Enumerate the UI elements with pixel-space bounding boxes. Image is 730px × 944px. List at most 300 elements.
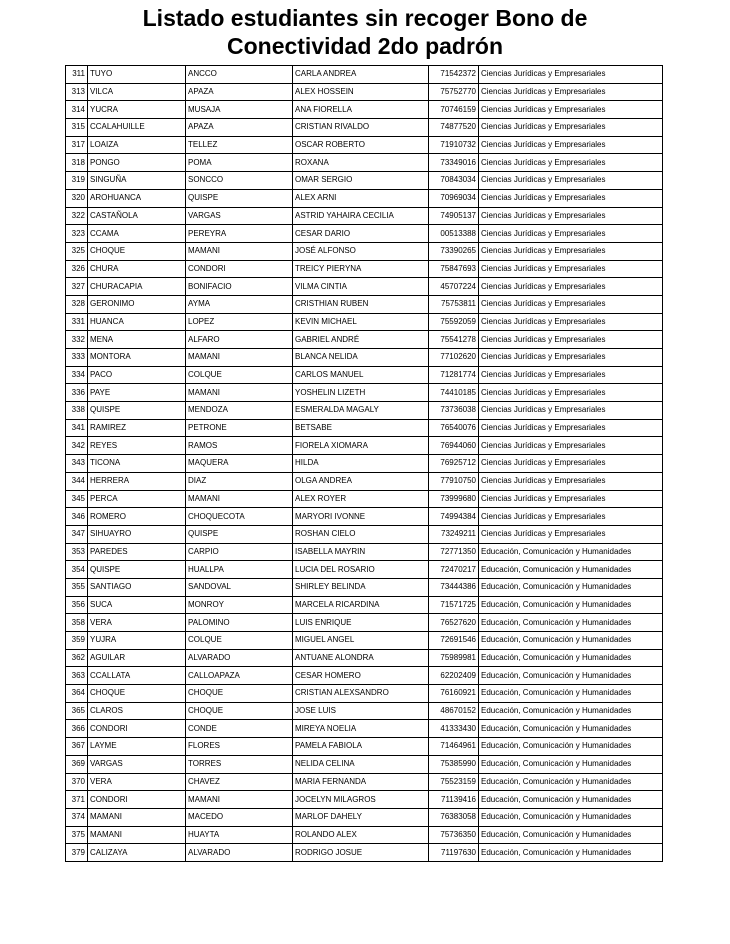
- maternal-surname-cell: LOPEZ: [186, 313, 293, 331]
- maternal-surname-cell: ALVARADO: [186, 649, 293, 667]
- maternal-surname-cell: PEREYRA: [186, 225, 293, 243]
- table-row: [66, 119, 663, 137]
- paternal-surname-cell: VARGAS: [88, 755, 186, 773]
- given-names-cell: FIORELA XIOMARA: [293, 437, 429, 455]
- row-number-cell: 358: [66, 614, 88, 632]
- paternal-surname-cell: SIHUAYRO: [88, 525, 186, 543]
- paternal-surname-cell: ROMERO: [88, 508, 186, 526]
- paternal-surname-cell: MENA: [88, 331, 186, 349]
- maternal-surname-cell: QUISPE: [186, 189, 293, 207]
- row-number-cell: 343: [66, 455, 88, 473]
- paternal-surname-cell: CHOQUE: [88, 685, 186, 703]
- row-number-cell: 319: [66, 172, 88, 190]
- faculty-cell: Ciencias Jurídicas y Empresariales: [479, 242, 663, 260]
- table-row: [66, 384, 663, 402]
- page-title-line-2: Conectividad 2do padrón: [226, 33, 504, 59]
- table-row: [66, 437, 663, 455]
- dni-cell: 71197630: [429, 844, 479, 862]
- dni-cell: 75753811: [429, 295, 479, 313]
- maternal-surname-cell: HUALLPA: [186, 561, 293, 579]
- dni-cell: 41333430: [429, 720, 479, 738]
- faculty-cell: Ciencias Jurídicas y Empresariales: [479, 83, 663, 101]
- dni-cell: 75385990: [429, 755, 479, 773]
- faculty-cell: Ciencias Jurídicas y Empresariales: [479, 101, 663, 119]
- paternal-surname-cell: LOAIZA: [88, 136, 186, 154]
- students-table: [65, 65, 663, 862]
- dni-cell: 71910732: [429, 136, 479, 154]
- paternal-surname-cell: CCALAHUILLE: [88, 119, 186, 137]
- paternal-surname-cell: PONGO: [88, 154, 186, 172]
- table-row: [66, 313, 663, 331]
- paternal-surname-cell: QUISPE: [88, 561, 186, 579]
- page-title: [0, 4, 730, 60]
- maternal-surname-cell: MAMANI: [186, 791, 293, 809]
- paternal-surname-cell: MAMANI: [88, 808, 186, 826]
- row-number-cell: 355: [66, 578, 88, 596]
- paternal-surname-cell: CHURACAPIA: [88, 278, 186, 296]
- given-names-cell: CARLA ANDREA: [293, 66, 429, 84]
- row-number-cell: 362: [66, 649, 88, 667]
- paternal-surname-cell: PAREDES: [88, 543, 186, 561]
- row-number-cell: 338: [66, 402, 88, 420]
- dni-cell: 71571725: [429, 596, 479, 614]
- paternal-surname-cell: CALIZAYA: [88, 844, 186, 862]
- dni-cell: 76944060: [429, 437, 479, 455]
- given-names-cell: MARIA FERNANDA: [293, 773, 429, 791]
- maternal-surname-cell: APAZA: [186, 83, 293, 101]
- paternal-surname-cell: REYES: [88, 437, 186, 455]
- given-names-cell: ANA FIORELLA: [293, 101, 429, 119]
- paternal-surname-cell: PAYE: [88, 384, 186, 402]
- table-row: [66, 101, 663, 119]
- row-number-cell: 353: [66, 543, 88, 561]
- table-row: [66, 755, 663, 773]
- dni-cell: 72771350: [429, 543, 479, 561]
- table-row: [66, 242, 663, 260]
- row-number-cell: 323: [66, 225, 88, 243]
- maternal-surname-cell: MAQUERA: [186, 455, 293, 473]
- dni-cell: 74994384: [429, 508, 479, 526]
- given-names-cell: MARCELA RICARDINA: [293, 596, 429, 614]
- row-number-cell: 315: [66, 119, 88, 137]
- table-row: [66, 419, 663, 437]
- given-names-cell: MIREYA NOELIA: [293, 720, 429, 738]
- dni-cell: 00513388: [429, 225, 479, 243]
- given-names-cell: MARYORI IVONNE: [293, 508, 429, 526]
- row-number-cell: 359: [66, 632, 88, 650]
- dni-cell: 75541278: [429, 331, 479, 349]
- row-number-cell: 317: [66, 136, 88, 154]
- row-number-cell: 367: [66, 738, 88, 756]
- given-names-cell: KEVIN MICHAEL: [293, 313, 429, 331]
- faculty-cell: Ciencias Jurídicas y Empresariales: [479, 207, 663, 225]
- row-number-cell: 327: [66, 278, 88, 296]
- page-title-line-1: Listado estudiantes sin recoger Bono de: [142, 5, 588, 31]
- paternal-surname-cell: CHOQUE: [88, 242, 186, 260]
- students-table-body: [66, 66, 663, 862]
- given-names-cell: NELIDA CELINA: [293, 755, 429, 773]
- maternal-surname-cell: COLQUE: [186, 632, 293, 650]
- dni-cell: 75847693: [429, 260, 479, 278]
- faculty-cell: Educación, Comunicación y Humanidades: [479, 685, 663, 703]
- paternal-surname-cell: YUJRA: [88, 632, 186, 650]
- row-number-cell: 371: [66, 791, 88, 809]
- paternal-surname-cell: CONDORI: [88, 791, 186, 809]
- paternal-surname-cell: YUCRA: [88, 101, 186, 119]
- faculty-cell: Ciencias Jurídicas y Empresariales: [479, 384, 663, 402]
- faculty-cell: Ciencias Jurídicas y Empresariales: [479, 490, 663, 508]
- paternal-surname-cell: VERA: [88, 614, 186, 632]
- given-names-cell: BLANCA NELIDA: [293, 349, 429, 367]
- given-names-cell: ALEX ARNI: [293, 189, 429, 207]
- maternal-surname-cell: MAMANI: [186, 242, 293, 260]
- table-row: [66, 136, 663, 154]
- paternal-surname-cell: TICONA: [88, 455, 186, 473]
- row-number-cell: 363: [66, 667, 88, 685]
- faculty-cell: Ciencias Jurídicas y Empresariales: [479, 278, 663, 296]
- dni-cell: 76383058: [429, 808, 479, 826]
- dni-cell: 77102620: [429, 349, 479, 367]
- given-names-cell: BETSABE: [293, 419, 429, 437]
- given-names-cell: TREICY PIERYNA: [293, 260, 429, 278]
- maternal-surname-cell: AYMA: [186, 295, 293, 313]
- paternal-surname-cell: SINGUÑA: [88, 172, 186, 190]
- faculty-cell: Educación, Comunicación y Humanidades: [479, 632, 663, 650]
- table-row: [66, 402, 663, 420]
- table-row: [66, 172, 663, 190]
- row-number-cell: 354: [66, 561, 88, 579]
- faculty-cell: Ciencias Jurídicas y Empresariales: [479, 508, 663, 526]
- maternal-surname-cell: CHAVEZ: [186, 773, 293, 791]
- faculty-cell: Educación, Comunicación y Humanidades: [479, 667, 663, 685]
- faculty-cell: Ciencias Jurídicas y Empresariales: [479, 349, 663, 367]
- table-row: [66, 525, 663, 543]
- maternal-surname-cell: CARPIO: [186, 543, 293, 561]
- given-names-cell: ISABELLA MAYRIN: [293, 543, 429, 561]
- maternal-surname-cell: MENDOZA: [186, 402, 293, 420]
- given-names-cell: CRISTIAN ALEXSANDRO: [293, 685, 429, 703]
- maternal-surname-cell: CONDE: [186, 720, 293, 738]
- row-number-cell: 334: [66, 366, 88, 384]
- faculty-cell: Educación, Comunicación y Humanidades: [479, 720, 663, 738]
- faculty-cell: Ciencias Jurídicas y Empresariales: [479, 136, 663, 154]
- faculty-cell: Educación, Comunicación y Humanidades: [479, 543, 663, 561]
- row-number-cell: 320: [66, 189, 88, 207]
- faculty-cell: Ciencias Jurídicas y Empresariales: [479, 455, 663, 473]
- faculty-cell: Educación, Comunicación y Humanidades: [479, 755, 663, 773]
- dni-cell: 75989981: [429, 649, 479, 667]
- faculty-cell: Ciencias Jurídicas y Empresariales: [479, 172, 663, 190]
- given-names-cell: CRISTIAN RIVALDO: [293, 119, 429, 137]
- given-names-cell: ROLANDO ALEX: [293, 826, 429, 844]
- row-number-cell: 370: [66, 773, 88, 791]
- row-number-cell: 332: [66, 331, 88, 349]
- given-names-cell: OSCAR ROBERTO: [293, 136, 429, 154]
- faculty-cell: Ciencias Jurídicas y Empresariales: [479, 189, 663, 207]
- paternal-surname-cell: MONTORA: [88, 349, 186, 367]
- maternal-surname-cell: MACEDO: [186, 808, 293, 826]
- given-names-cell: GABRIEL ANDRÉ: [293, 331, 429, 349]
- table-row: [66, 720, 663, 738]
- paternal-surname-cell: HUANCA: [88, 313, 186, 331]
- dni-cell: 45707224: [429, 278, 479, 296]
- row-number-cell: 328: [66, 295, 88, 313]
- table-row: [66, 791, 663, 809]
- dni-cell: 74905137: [429, 207, 479, 225]
- maternal-surname-cell: CHOQUECOTA: [186, 508, 293, 526]
- given-names-cell: VILMA CINTIA: [293, 278, 429, 296]
- dni-cell: 73444386: [429, 578, 479, 596]
- paternal-surname-cell: SUCA: [88, 596, 186, 614]
- dni-cell: 74877520: [429, 119, 479, 137]
- dni-cell: 75592059: [429, 313, 479, 331]
- faculty-cell: Ciencias Jurídicas y Empresariales: [479, 119, 663, 137]
- row-number-cell: 311: [66, 66, 88, 84]
- table-row: [66, 561, 663, 579]
- paternal-surname-cell: CHURA: [88, 260, 186, 278]
- table-row: [66, 667, 663, 685]
- dni-cell: 73249211: [429, 525, 479, 543]
- given-names-cell: RODRIGO JOSUE: [293, 844, 429, 862]
- table-row: [66, 543, 663, 561]
- maternal-surname-cell: CHOQUE: [186, 702, 293, 720]
- paternal-surname-cell: CLAROS: [88, 702, 186, 720]
- given-names-cell: MARLOF DAHELY: [293, 808, 429, 826]
- table-row: [66, 826, 663, 844]
- given-names-cell: CESAR HOMERO: [293, 667, 429, 685]
- dni-cell: 77910750: [429, 472, 479, 490]
- dni-cell: 71281774: [429, 366, 479, 384]
- faculty-cell: Ciencias Jurídicas y Empresariales: [479, 225, 663, 243]
- maternal-surname-cell: MAMANI: [186, 349, 293, 367]
- table-row: [66, 154, 663, 172]
- maternal-surname-cell: MAMANI: [186, 384, 293, 402]
- table-row: [66, 83, 663, 101]
- table-row: [66, 260, 663, 278]
- row-number-cell: 336: [66, 384, 88, 402]
- faculty-cell: Educación, Comunicación y Humanidades: [479, 614, 663, 632]
- maternal-surname-cell: RAMOS: [186, 437, 293, 455]
- given-names-cell: OMAR SERGIO: [293, 172, 429, 190]
- dni-cell: 71464961: [429, 738, 479, 756]
- table-row: [66, 331, 663, 349]
- faculty-cell: Ciencias Jurídicas y Empresariales: [479, 402, 663, 420]
- table-row: [66, 632, 663, 650]
- maternal-surname-cell: ALFARO: [186, 331, 293, 349]
- table-row: [66, 596, 663, 614]
- row-number-cell: 313: [66, 83, 88, 101]
- row-number-cell: 366: [66, 720, 88, 738]
- maternal-surname-cell: APAZA: [186, 119, 293, 137]
- table-row: [66, 490, 663, 508]
- given-names-cell: CRISTHIAN RUBEN: [293, 295, 429, 313]
- maternal-surname-cell: DIAZ: [186, 472, 293, 490]
- table-row: [66, 278, 663, 296]
- row-number-cell: 331: [66, 313, 88, 331]
- dni-cell: 70746159: [429, 101, 479, 119]
- given-names-cell: YOSHELIN LIZETH: [293, 384, 429, 402]
- table-row: [66, 508, 663, 526]
- dni-cell: 48670152: [429, 702, 479, 720]
- dni-cell: 75736350: [429, 826, 479, 844]
- dni-cell: 70843034: [429, 172, 479, 190]
- dni-cell: 73999680: [429, 490, 479, 508]
- faculty-cell: Educación, Comunicación y Humanidades: [479, 808, 663, 826]
- given-names-cell: ALEX ROYER: [293, 490, 429, 508]
- given-names-cell: ROSHAN CIELO: [293, 525, 429, 543]
- faculty-cell: Ciencias Jurídicas y Empresariales: [479, 331, 663, 349]
- faculty-cell: Educación, Comunicación y Humanidades: [479, 596, 663, 614]
- table-row: [66, 685, 663, 703]
- table-row: [66, 472, 663, 490]
- paternal-surname-cell: VILCA: [88, 83, 186, 101]
- dni-cell: 76540076: [429, 419, 479, 437]
- paternal-surname-cell: CASTAÑOLA: [88, 207, 186, 225]
- given-names-cell: LUIS ENRIQUE: [293, 614, 429, 632]
- paternal-surname-cell: CCALLATA: [88, 667, 186, 685]
- faculty-cell: Educación, Comunicación y Humanidades: [479, 578, 663, 596]
- given-names-cell: ALEX HOSSEIN: [293, 83, 429, 101]
- given-names-cell: JOCELYN MILAGROS: [293, 791, 429, 809]
- paternal-surname-cell: AROHUANCA: [88, 189, 186, 207]
- given-names-cell: CARLOS MANUEL: [293, 366, 429, 384]
- table-row: [66, 66, 663, 84]
- faculty-cell: Ciencias Jurídicas y Empresariales: [479, 260, 663, 278]
- given-names-cell: OLGA ANDREA: [293, 472, 429, 490]
- maternal-surname-cell: CHOQUE: [186, 685, 293, 703]
- faculty-cell: Ciencias Jurídicas y Empresariales: [479, 366, 663, 384]
- faculty-cell: Educación, Comunicación y Humanidades: [479, 649, 663, 667]
- faculty-cell: Educación, Comunicación y Humanidades: [479, 844, 663, 862]
- paternal-surname-cell: CCAMA: [88, 225, 186, 243]
- dni-cell: 76527620: [429, 614, 479, 632]
- dni-cell: 70969034: [429, 189, 479, 207]
- table-row: [66, 578, 663, 596]
- given-names-cell: SHIRLEY BELINDA: [293, 578, 429, 596]
- row-number-cell: 364: [66, 685, 88, 703]
- maternal-surname-cell: POMA: [186, 154, 293, 172]
- dni-cell: 71542372: [429, 66, 479, 84]
- paternal-surname-cell: PERCA: [88, 490, 186, 508]
- faculty-cell: Educación, Comunicación y Humanidades: [479, 738, 663, 756]
- dni-cell: 62202409: [429, 667, 479, 685]
- maternal-surname-cell: BONIFACIO: [186, 278, 293, 296]
- table-row: [66, 614, 663, 632]
- given-names-cell: ROXANA: [293, 154, 429, 172]
- dni-cell: 72691546: [429, 632, 479, 650]
- row-number-cell: 374: [66, 808, 88, 826]
- table-row: [66, 649, 663, 667]
- table-row: [66, 702, 663, 720]
- row-number-cell: 325: [66, 242, 88, 260]
- dni-cell: 71139416: [429, 791, 479, 809]
- row-number-cell: 318: [66, 154, 88, 172]
- dni-cell: 73349016: [429, 154, 479, 172]
- maternal-surname-cell: FLORES: [186, 738, 293, 756]
- row-number-cell: 326: [66, 260, 88, 278]
- dni-cell: 75523159: [429, 773, 479, 791]
- row-number-cell: 375: [66, 826, 88, 844]
- row-number-cell: 322: [66, 207, 88, 225]
- row-number-cell: 356: [66, 596, 88, 614]
- faculty-cell: Ciencias Jurídicas y Empresariales: [479, 154, 663, 172]
- given-names-cell: MIGUEL ANGEL: [293, 632, 429, 650]
- given-names-cell: HILDA: [293, 455, 429, 473]
- paternal-surname-cell: TUYO: [88, 66, 186, 84]
- maternal-surname-cell: TORRES: [186, 755, 293, 773]
- maternal-surname-cell: PALOMINO: [186, 614, 293, 632]
- row-number-cell: 379: [66, 844, 88, 862]
- paternal-surname-cell: LAYME: [88, 738, 186, 756]
- table-row: [66, 773, 663, 791]
- maternal-surname-cell: SONCCO: [186, 172, 293, 190]
- paternal-surname-cell: AGUILAR: [88, 649, 186, 667]
- maternal-surname-cell: QUISPE: [186, 525, 293, 543]
- faculty-cell: Ciencias Jurídicas y Empresariales: [479, 472, 663, 490]
- table-row: [66, 349, 663, 367]
- table-row: [66, 366, 663, 384]
- row-number-cell: 345: [66, 490, 88, 508]
- paternal-surname-cell: MAMANI: [88, 826, 186, 844]
- row-number-cell: 333: [66, 349, 88, 367]
- maternal-surname-cell: CALLOAPAZA: [186, 667, 293, 685]
- row-number-cell: 346: [66, 508, 88, 526]
- faculty-cell: Ciencias Jurídicas y Empresariales: [479, 437, 663, 455]
- given-names-cell: ANTUANE ALONDRA: [293, 649, 429, 667]
- maternal-surname-cell: MUSAJA: [186, 101, 293, 119]
- given-names-cell: JOSE LUIS: [293, 702, 429, 720]
- row-number-cell: 341: [66, 419, 88, 437]
- maternal-surname-cell: SANDOVAL: [186, 578, 293, 596]
- table-row: [66, 295, 663, 313]
- given-names-cell: ESMERALDA MAGALY: [293, 402, 429, 420]
- table-row: [66, 225, 663, 243]
- given-names-cell: PAMELA FABIOLA: [293, 738, 429, 756]
- given-names-cell: JOSÉ ALFONSO: [293, 242, 429, 260]
- faculty-cell: Educación, Comunicación y Humanidades: [479, 702, 663, 720]
- faculty-cell: Educación, Comunicación y Humanidades: [479, 773, 663, 791]
- table-row: [66, 738, 663, 756]
- dni-cell: 75752770: [429, 83, 479, 101]
- table-row: [66, 455, 663, 473]
- maternal-surname-cell: ANCCO: [186, 66, 293, 84]
- row-number-cell: 314: [66, 101, 88, 119]
- maternal-surname-cell: VARGAS: [186, 207, 293, 225]
- given-names-cell: ASTRID YAHAIRA CECILIA: [293, 207, 429, 225]
- given-names-cell: LUCIA DEL ROSARIO: [293, 561, 429, 579]
- maternal-surname-cell: PETRONE: [186, 419, 293, 437]
- table-row: [66, 189, 663, 207]
- dni-cell: 76160921: [429, 685, 479, 703]
- maternal-surname-cell: CONDORI: [186, 260, 293, 278]
- paternal-surname-cell: HERRERA: [88, 472, 186, 490]
- given-names-cell: CESAR DARIO: [293, 225, 429, 243]
- dni-cell: 74410185: [429, 384, 479, 402]
- paternal-surname-cell: VERA: [88, 773, 186, 791]
- dni-cell: 73390265: [429, 242, 479, 260]
- row-number-cell: 369: [66, 755, 88, 773]
- table-row: [66, 808, 663, 826]
- maternal-surname-cell: ALVARADO: [186, 844, 293, 862]
- faculty-cell: Ciencias Jurídicas y Empresariales: [479, 313, 663, 331]
- faculty-cell: Educación, Comunicación y Humanidades: [479, 826, 663, 844]
- faculty-cell: Ciencias Jurídicas y Empresariales: [479, 525, 663, 543]
- table-row: [66, 844, 663, 862]
- faculty-cell: Ciencias Jurídicas y Empresariales: [479, 419, 663, 437]
- faculty-cell: Ciencias Jurídicas y Empresariales: [479, 66, 663, 84]
- faculty-cell: Educación, Comunicación y Humanidades: [479, 561, 663, 579]
- paternal-surname-cell: QUISPE: [88, 402, 186, 420]
